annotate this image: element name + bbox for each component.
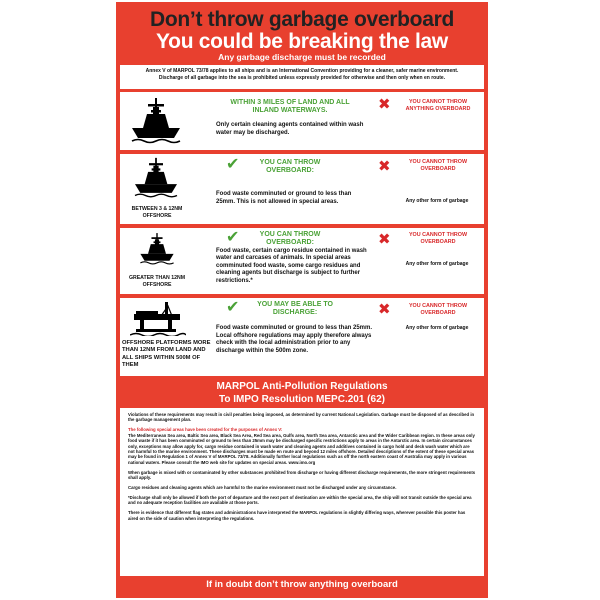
- check-icon: ✔: [226, 156, 240, 173]
- allowed-text: Only certain cleaning agents contained within wash water may be discharged.: [216, 122, 364, 136]
- zone-row-3-to-12nm: [120, 154, 484, 224]
- mixed-garbage-note: When garbage is mixed with or contaminated by other substances prohibited from discharge or having different discharge requirements, the more stringent requirements shall apply.: [128, 469, 476, 481]
- cross-icon: ✖: [378, 231, 391, 248]
- notes-box: [120, 408, 484, 576]
- title-line-2: You could be breaking the law: [156, 30, 448, 53]
- special-areas-text: The Mediterranean Sea area, Baltic Sea area, Black Sea Area, Red Sea area, Gulfs area, North Sea area, Antarctic area and the Wider Caribbean region. In these areas only food waste if it has been comminuted or ground to less than 25mm may be discharged specific restrictions apply to areas in the Antarctic area. In certain circumstances only, exceptions may allow apply for, cargo residue contained in wash water and cleaning agents and additives contained in cargo hold and deck wash water which are not harmful to the marine environment. These discharges must be made en route and beyond 12 miles offshore. Detailed descriptions of the extent of these special areas may be found in Regulation 1 of Annex V of MARPOL 73/78. Additionally further local regulations such as off the north eastern coast of Australia may apply in various national waters. Please consult the IMO web site for updates on special areas. www.imo.org: [128, 432, 475, 465]
- harmful-residue-note: Cargo residues and cleaning agents which are harmful to the marine environment must not be discharged under any circumstance.: [128, 484, 397, 490]
- prohibited-heading: YOU CANNOT THROW ANYTHING OVERBOARD: [405, 99, 471, 112]
- allowed-heading: YOU MAY BE ABLE TO DISCHARGE:: [257, 301, 333, 316]
- special-areas-heading: The following special areas have been created for the purposes of Annex V:: [128, 427, 283, 433]
- marpol-line-2: To IMPO Resolution MEPC.201 (62): [219, 393, 385, 405]
- check-icon: ✔: [226, 299, 240, 316]
- allowed-heading: YOU CAN THROW OVERBOARD:: [259, 231, 321, 246]
- allowed-heading: WITHIN 3 MILES OF LAND AND ALL INLAND WATERWAYS.: [230, 99, 350, 114]
- allowed-heading: YOU CAN THROW OVERBOARD:: [259, 159, 321, 174]
- prohibited-heading: YOU CANNOT THROW OVERBOARD: [408, 159, 468, 172]
- title-line-1: Don’t throw garbage overboard: [150, 8, 454, 31]
- check-icon: ✔: [226, 229, 240, 246]
- intro-line-2: Discharge of all garbage into the sea is prohibited unless expressly provided for otherwise and then only when en route.: [158, 75, 446, 81]
- marpol-line-1: MARPOL Anti-Pollution Regulations: [216, 381, 388, 392]
- marpol-heading: [116, 381, 488, 406]
- garbage-poster: [116, 2, 488, 598]
- zone-row-within-3-miles: [120, 92, 484, 150]
- violations-note: Violations of these requirements may result in civil penalties being imposed, as determined by current National Legislation. Garbage must be disposed of as described in the garbage management plan.: [128, 412, 475, 423]
- prohibited-text: Any other form of garbage: [405, 198, 469, 204]
- ship-icon: [139, 232, 175, 266]
- zone-row-offshore-platforms: [120, 298, 484, 376]
- footer-warning: If in doubt don’t throw anything overboard: [206, 579, 398, 590]
- ship-icon: [133, 157, 179, 199]
- zone-label: OFFSHORE PLATFORMS MORE THAN 12NM FROM LAND AND ALL SHIPS WITHIN 500M OF THEM: [122, 340, 211, 369]
- allowed-text: Food waste, certain cargo residue contained in wash water and carcases of animals. In special areas comminuted food waste, some cargo residues and cleaning agents but discharge is subject to further restrictions.*: [216, 248, 367, 284]
- cross-icon: ✖: [378, 96, 391, 113]
- cross-icon: ✖: [378, 158, 391, 175]
- zone-label: GREATER THAN 12NM OFFSHORE: [128, 275, 186, 288]
- prohibited-heading: YOU CANNOT THROW OVERBOARD: [408, 303, 468, 316]
- subtitle: Any garbage discharge must be recorded: [218, 52, 386, 62]
- oil-platform-icon: [130, 302, 186, 336]
- interpretation-note: There is evidence that different flag states and administrations have interpreted the MARPOL regulations in slightly differing ways, wherever possible this poster has aired on the side of caution when interpreting the regulations.: [128, 510, 466, 521]
- prohibited-text: Any other form of garbage: [405, 261, 469, 267]
- intro-line-1: Annex V of MARPOL 73/78 applies to all ships and is an International Convention providing for a cleaner, safer marine environment.: [145, 68, 459, 74]
- prohibited-text: Any other form of garbage: [405, 325, 469, 331]
- zone-row-greater-than-12nm: [120, 228, 484, 294]
- prohibited-heading: YOU CANNOT THROW OVERBOARD: [408, 232, 468, 245]
- zone-label: BETWEEN 3 & 12NM OFFSHORE: [131, 206, 183, 219]
- intro-box: [120, 65, 484, 89]
- cross-icon: ✖: [378, 301, 391, 318]
- ship-icon: [130, 97, 182, 145]
- asterisk-note: *Discharge shall only be allowed if both the port of departure and the next port of destination are within the special area, the ship will not transit outside the special area and no adequate reception facilities are available at those ports.: [128, 494, 472, 506]
- allowed-text: Food waste comminuted or ground to less than 25mm. This is not allowed in special areas.: [216, 191, 352, 205]
- allowed-text: Food waste comminuted or ground to less than 25mm. Local offshore regulations may apply therefore always check with the local administration prior to any discharge within the 500m zone.: [216, 325, 373, 354]
